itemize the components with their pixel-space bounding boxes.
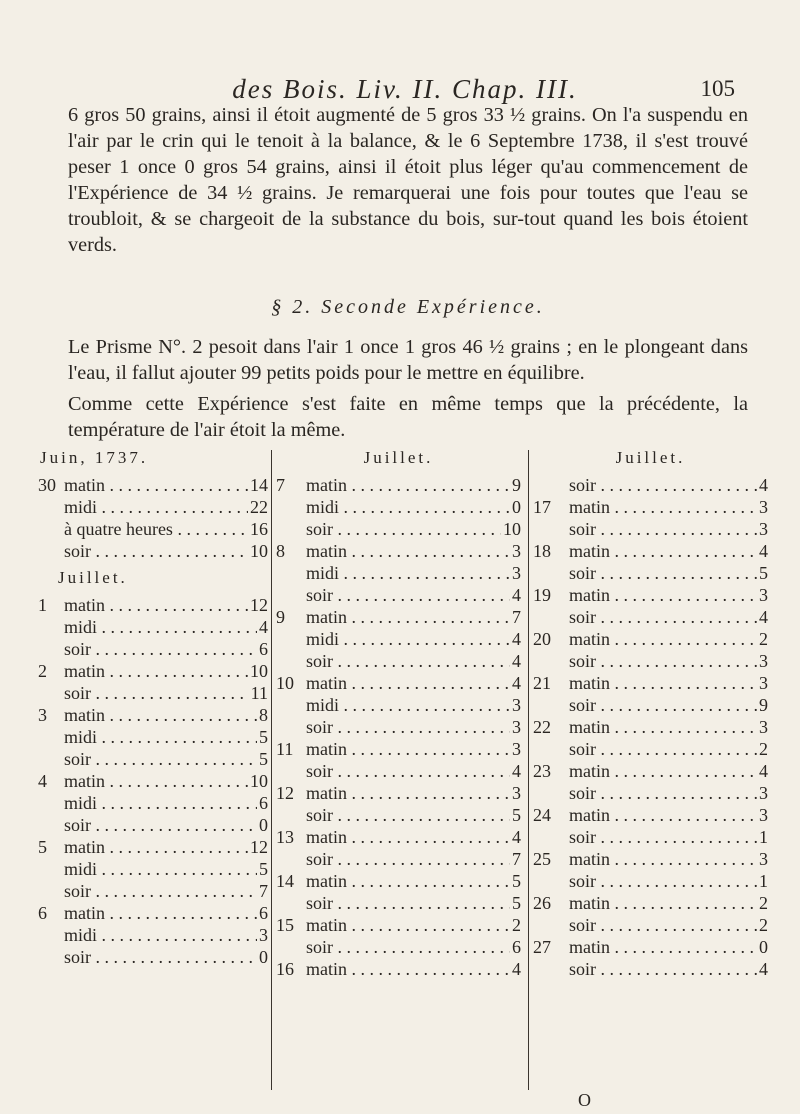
row-day: 16 — [276, 959, 294, 979]
table-row — [276, 738, 521, 760]
row-value: 10 — [250, 661, 268, 681]
row-value: 3 — [759, 651, 768, 671]
table-row — [276, 892, 521, 914]
row-value: 2 — [759, 629, 768, 649]
row-value: 0 — [259, 815, 268, 835]
row-day: 18 — [533, 541, 551, 561]
table-row — [38, 902, 268, 924]
row-value: 10 — [250, 541, 268, 561]
row-day: 12 — [276, 783, 294, 803]
row-label: matin . . . — [64, 474, 248, 496]
table-row — [533, 562, 768, 584]
row-value: 12 — [250, 595, 268, 615]
row-label: midi . . . — [64, 726, 257, 748]
row-label: matin . . . — [64, 660, 248, 682]
table-row — [38, 770, 268, 792]
row-label: matin . . . — [306, 474, 510, 496]
table-row — [276, 540, 521, 562]
row-label: soir . . . — [64, 946, 257, 968]
table-row — [38, 540, 268, 562]
table-row — [276, 958, 521, 980]
table-row — [38, 638, 268, 660]
column-subheading: Juillet. — [58, 568, 128, 587]
table-row — [533, 628, 768, 650]
table-row — [38, 726, 268, 748]
table-row — [533, 694, 768, 716]
row-value: 22 — [250, 497, 268, 517]
row-value: 4 — [759, 607, 768, 627]
table-row — [276, 914, 521, 936]
table-row — [38, 924, 268, 946]
row-label: midi . . . — [306, 562, 510, 584]
row-value: 4 — [512, 959, 521, 979]
table-row — [276, 672, 521, 694]
column-heading: Juillet. — [363, 448, 434, 467]
row-value: 3 — [259, 925, 268, 945]
row-value: 3 — [512, 783, 521, 803]
row-label: midi . . . — [64, 924, 257, 946]
row-value: 5 — [512, 871, 521, 891]
table-row — [38, 496, 268, 518]
row-day: 4 — [38, 771, 47, 791]
row-label: matin . . . — [569, 760, 757, 782]
row-label: matin . . . — [306, 540, 510, 562]
rows-juin — [38, 474, 268, 562]
row-value: 4 — [259, 617, 268, 637]
table-row — [276, 606, 521, 628]
row-value: 1 — [759, 827, 768, 847]
table-row — [533, 584, 768, 606]
table-row — [38, 474, 268, 496]
table-row — [38, 946, 268, 968]
column-heading: Juin, 1737. — [40, 448, 149, 467]
table-row — [533, 914, 768, 936]
row-label: midi . . . — [306, 496, 510, 518]
row-value: 8 — [259, 705, 268, 725]
row-value: 2 — [759, 915, 768, 935]
table-row — [276, 562, 521, 584]
row-day: 25 — [533, 849, 551, 869]
row-label: soir . . . — [569, 914, 757, 936]
table-row — [38, 616, 268, 638]
row-label: soir . . . — [306, 760, 510, 782]
row-label: matin . . . — [306, 782, 510, 804]
row-day: 7 — [276, 475, 285, 495]
row-label: soir . . . — [306, 584, 510, 606]
row-label: soir . . . — [569, 562, 757, 584]
row-day: 10 — [276, 673, 294, 693]
row-label: soir . . . — [569, 518, 757, 540]
row-value: 3 — [759, 673, 768, 693]
row-label: matin . . . — [569, 628, 757, 650]
table-row — [276, 584, 521, 606]
row-label: matin . . . — [569, 584, 757, 606]
row-day: 20 — [533, 629, 551, 649]
row-day: 21 — [533, 673, 551, 693]
row-value: 16 — [250, 519, 268, 539]
row-value: 10 — [250, 771, 268, 791]
row-value: 2 — [759, 739, 768, 759]
row-value: 4 — [512, 827, 521, 847]
row-day: 17 — [533, 497, 551, 517]
column-heading: Juillet. — [615, 448, 686, 467]
row-value: 3 — [512, 563, 521, 583]
row-value: 3 — [512, 739, 521, 759]
row-label: matin . . . — [64, 704, 257, 726]
table-row — [276, 782, 521, 804]
row-day: 30 — [38, 475, 56, 495]
row-day: 27 — [533, 937, 551, 957]
table-row — [533, 870, 768, 892]
row-day: 23 — [533, 761, 551, 781]
row-label: soir . . . — [306, 716, 510, 738]
table-row — [533, 782, 768, 804]
table-row — [276, 848, 521, 870]
row-value: 0 — [759, 937, 768, 957]
row-day: 19 — [533, 585, 551, 605]
row-value: 3 — [759, 519, 768, 539]
table-row — [533, 936, 768, 958]
row-label: soir . . . — [64, 748, 257, 770]
section-title: § 2. Seconde Expérience. — [271, 296, 545, 318]
row-value: 6 — [259, 903, 268, 923]
row-label: matin . . . — [306, 914, 510, 936]
row-value: 14 — [250, 475, 268, 495]
table-row — [38, 682, 268, 704]
row-label: soir . . . — [306, 804, 510, 826]
table-row — [276, 628, 521, 650]
row-label: midi . . . — [64, 496, 248, 518]
row-value: 11 — [250, 683, 268, 703]
row-day: 11 — [276, 739, 294, 759]
row-value: 4 — [759, 475, 768, 495]
table-row — [533, 496, 768, 518]
row-day: 24 — [533, 805, 551, 825]
row-label: soir . . . — [569, 958, 757, 980]
row-day: 6 — [38, 903, 47, 923]
table-row — [38, 594, 268, 616]
table-row — [533, 540, 768, 562]
row-value: 10 — [503, 519, 521, 539]
rows-juillet — [276, 474, 521, 980]
row-value: 4 — [759, 541, 768, 561]
row-value: 0 — [259, 947, 268, 967]
table-row — [38, 792, 268, 814]
paragraph-continuation: 6 gros 50 grains, ainsi il étoit augmenté de 5 gros 33 ½ grains. On l'a suspendu en l'air par le crin qui le tenoit à la balance, & le 6 Septembre 1738, il s'est trouvé peser 1 once 0 gros 54 grains, ainsi il étoit plus léger qu'au commencement de l'Expérience de 34 ½ grains. Je remarquerai une fois pour toutes que l'eau se troubloit, & se chargeoit de la substance du bois, sur-tout quand les bois étoient verds. — [68, 104, 748, 256]
row-day: 8 — [276, 541, 285, 561]
row-label: matin . . . — [64, 836, 248, 858]
row-label: soir . . . — [569, 782, 757, 804]
table-row — [38, 660, 268, 682]
row-value: 1 — [759, 871, 768, 891]
row-value: 5 — [512, 893, 521, 913]
paragraph-temperature: Comme cette Expérience s'est faite en même temps que la précédente, la température de l'air étoit la même. — [68, 393, 748, 441]
table-row — [38, 704, 268, 726]
table-row — [276, 496, 521, 518]
row-label: soir . . . — [64, 880, 257, 902]
row-label: soir . . . — [569, 738, 757, 760]
row-value: 5 — [259, 727, 268, 747]
row-label: matin . . . — [569, 936, 757, 958]
table-row — [276, 760, 521, 782]
row-value: 3 — [759, 849, 768, 869]
row-label: matin . . . — [64, 770, 248, 792]
table-row — [38, 880, 268, 902]
row-day: 1 — [38, 595, 47, 615]
page-number: 105 — [700, 76, 735, 101]
row-label: soir . . . — [569, 694, 757, 716]
row-label: soir . . . — [569, 826, 757, 848]
row-value: 4 — [512, 761, 521, 781]
row-value: 0 — [512, 497, 521, 517]
table-row — [276, 804, 521, 826]
row-value: 5 — [259, 859, 268, 879]
table-column-2 — [276, 442, 521, 980]
row-label: matin . . . — [569, 716, 757, 738]
table-row — [276, 474, 521, 496]
table-row — [276, 936, 521, 958]
row-value: 4 — [512, 629, 521, 649]
row-label: midi . . . — [306, 694, 510, 716]
row-label: soir . . . — [569, 606, 757, 628]
row-label: midi . . . — [64, 858, 257, 880]
row-value: 5 — [512, 805, 521, 825]
row-value: 3 — [512, 717, 521, 737]
row-label: soir . . . — [569, 474, 757, 496]
row-label: soir . . . — [569, 650, 757, 672]
table-row — [38, 748, 268, 770]
row-day: 13 — [276, 827, 294, 847]
row-value: 9 — [759, 695, 768, 715]
row-value: 3 — [512, 541, 521, 561]
table-row — [533, 804, 768, 826]
table-row — [533, 518, 768, 540]
row-value: 3 — [759, 805, 768, 825]
row-value: 6 — [259, 793, 268, 813]
row-value: 4 — [512, 585, 521, 605]
table-row — [276, 650, 521, 672]
row-value: 9 — [512, 475, 521, 495]
row-day: 15 — [276, 915, 294, 935]
row-label: midi . . . — [306, 628, 510, 650]
row-label: matin . . . — [306, 606, 510, 628]
row-label: soir . . . — [64, 540, 248, 562]
row-value: 7 — [512, 849, 521, 869]
column-divider — [271, 450, 272, 1090]
row-label: matin . . . — [569, 848, 757, 870]
table-row — [533, 738, 768, 760]
paragraph-prisme: Le Prisme N°. 2 pesoit dans l'air 1 once 1 gros 46 ½ grains ; en le plongeant dans l'eau, il fallut ajouter 99 petits poids pour le mettre en équilibre. — [68, 336, 748, 384]
row-label: soir . . . — [64, 814, 257, 836]
table-row — [276, 716, 521, 738]
row-label: à quatre heures . . . — [64, 518, 248, 540]
row-label: soir . . . — [569, 870, 757, 892]
row-label: matin . . . — [306, 958, 510, 980]
column-divider — [528, 450, 529, 1090]
row-value: 4 — [512, 673, 521, 693]
row-day: 14 — [276, 871, 294, 891]
row-label: midi . . . — [64, 792, 257, 814]
running-title: des Bois. Liv. II. Chap. III. — [232, 74, 578, 104]
row-value: 4 — [759, 959, 768, 979]
row-value: 3 — [759, 497, 768, 517]
row-label: matin . . . — [569, 540, 757, 562]
table-row — [533, 760, 768, 782]
table-row — [38, 836, 268, 858]
row-label: soir . . . — [306, 848, 510, 870]
row-label: matin . . . — [569, 672, 757, 694]
row-day: 5 — [38, 837, 47, 857]
table-row — [276, 870, 521, 892]
table-row — [533, 848, 768, 870]
table-column-1 — [38, 442, 268, 968]
row-value: 3 — [512, 695, 521, 715]
row-day: 26 — [533, 893, 551, 913]
row-label: soir . . . — [306, 518, 501, 540]
row-label: matin . . . — [306, 826, 510, 848]
table-row — [533, 606, 768, 628]
row-label: soir . . . — [64, 682, 249, 704]
table-column-3 — [533, 442, 768, 980]
row-value: 6 — [259, 639, 268, 659]
row-label: matin . . . — [569, 804, 757, 826]
table-row — [533, 892, 768, 914]
row-label: matin . . . — [569, 892, 757, 914]
table-row — [533, 474, 768, 496]
row-value: 2 — [512, 915, 521, 935]
row-label: soir . . . — [306, 936, 510, 958]
row-day: 9 — [276, 607, 285, 627]
row-value: 3 — [759, 717, 768, 737]
row-day: 22 — [533, 717, 551, 737]
table-row — [38, 814, 268, 836]
row-value: 6 — [512, 937, 521, 957]
row-label: soir . . . — [306, 892, 510, 914]
table-row — [533, 650, 768, 672]
row-value: 2 — [759, 893, 768, 913]
row-value: 7 — [512, 607, 521, 627]
row-label: matin . . . — [306, 870, 510, 892]
row-day: 3 — [38, 705, 47, 725]
table-row — [38, 858, 268, 880]
row-value: 5 — [759, 563, 768, 583]
table-row — [533, 716, 768, 738]
row-label: soir . . . — [306, 650, 510, 672]
row-label: midi . . . — [64, 616, 257, 638]
table-row — [276, 518, 521, 540]
row-label: matin . . . — [306, 672, 510, 694]
observation-tables — [38, 442, 768, 1112]
table-row — [533, 826, 768, 848]
table-row — [533, 672, 768, 694]
row-label: matin . . . — [64, 902, 257, 924]
catchword: O — [578, 1090, 591, 1110]
row-value: 4 — [512, 651, 521, 671]
row-value: 3 — [759, 585, 768, 605]
row-value: 12 — [250, 837, 268, 857]
rows-juillet — [38, 594, 268, 968]
table-row — [38, 518, 268, 540]
row-value: 3 — [759, 783, 768, 803]
row-value: 4 — [759, 761, 768, 781]
row-label: soir . . . — [64, 638, 257, 660]
row-label: matin . . . — [64, 594, 248, 616]
table-row — [533, 958, 768, 980]
rows-juillet — [533, 474, 768, 980]
row-label: matin . . . — [306, 738, 510, 760]
row-day: 2 — [38, 661, 47, 681]
row-value: 5 — [259, 749, 268, 769]
row-label: matin . . . — [569, 496, 757, 518]
table-row — [276, 694, 521, 716]
row-value: 7 — [259, 881, 268, 901]
table-row — [276, 826, 521, 848]
